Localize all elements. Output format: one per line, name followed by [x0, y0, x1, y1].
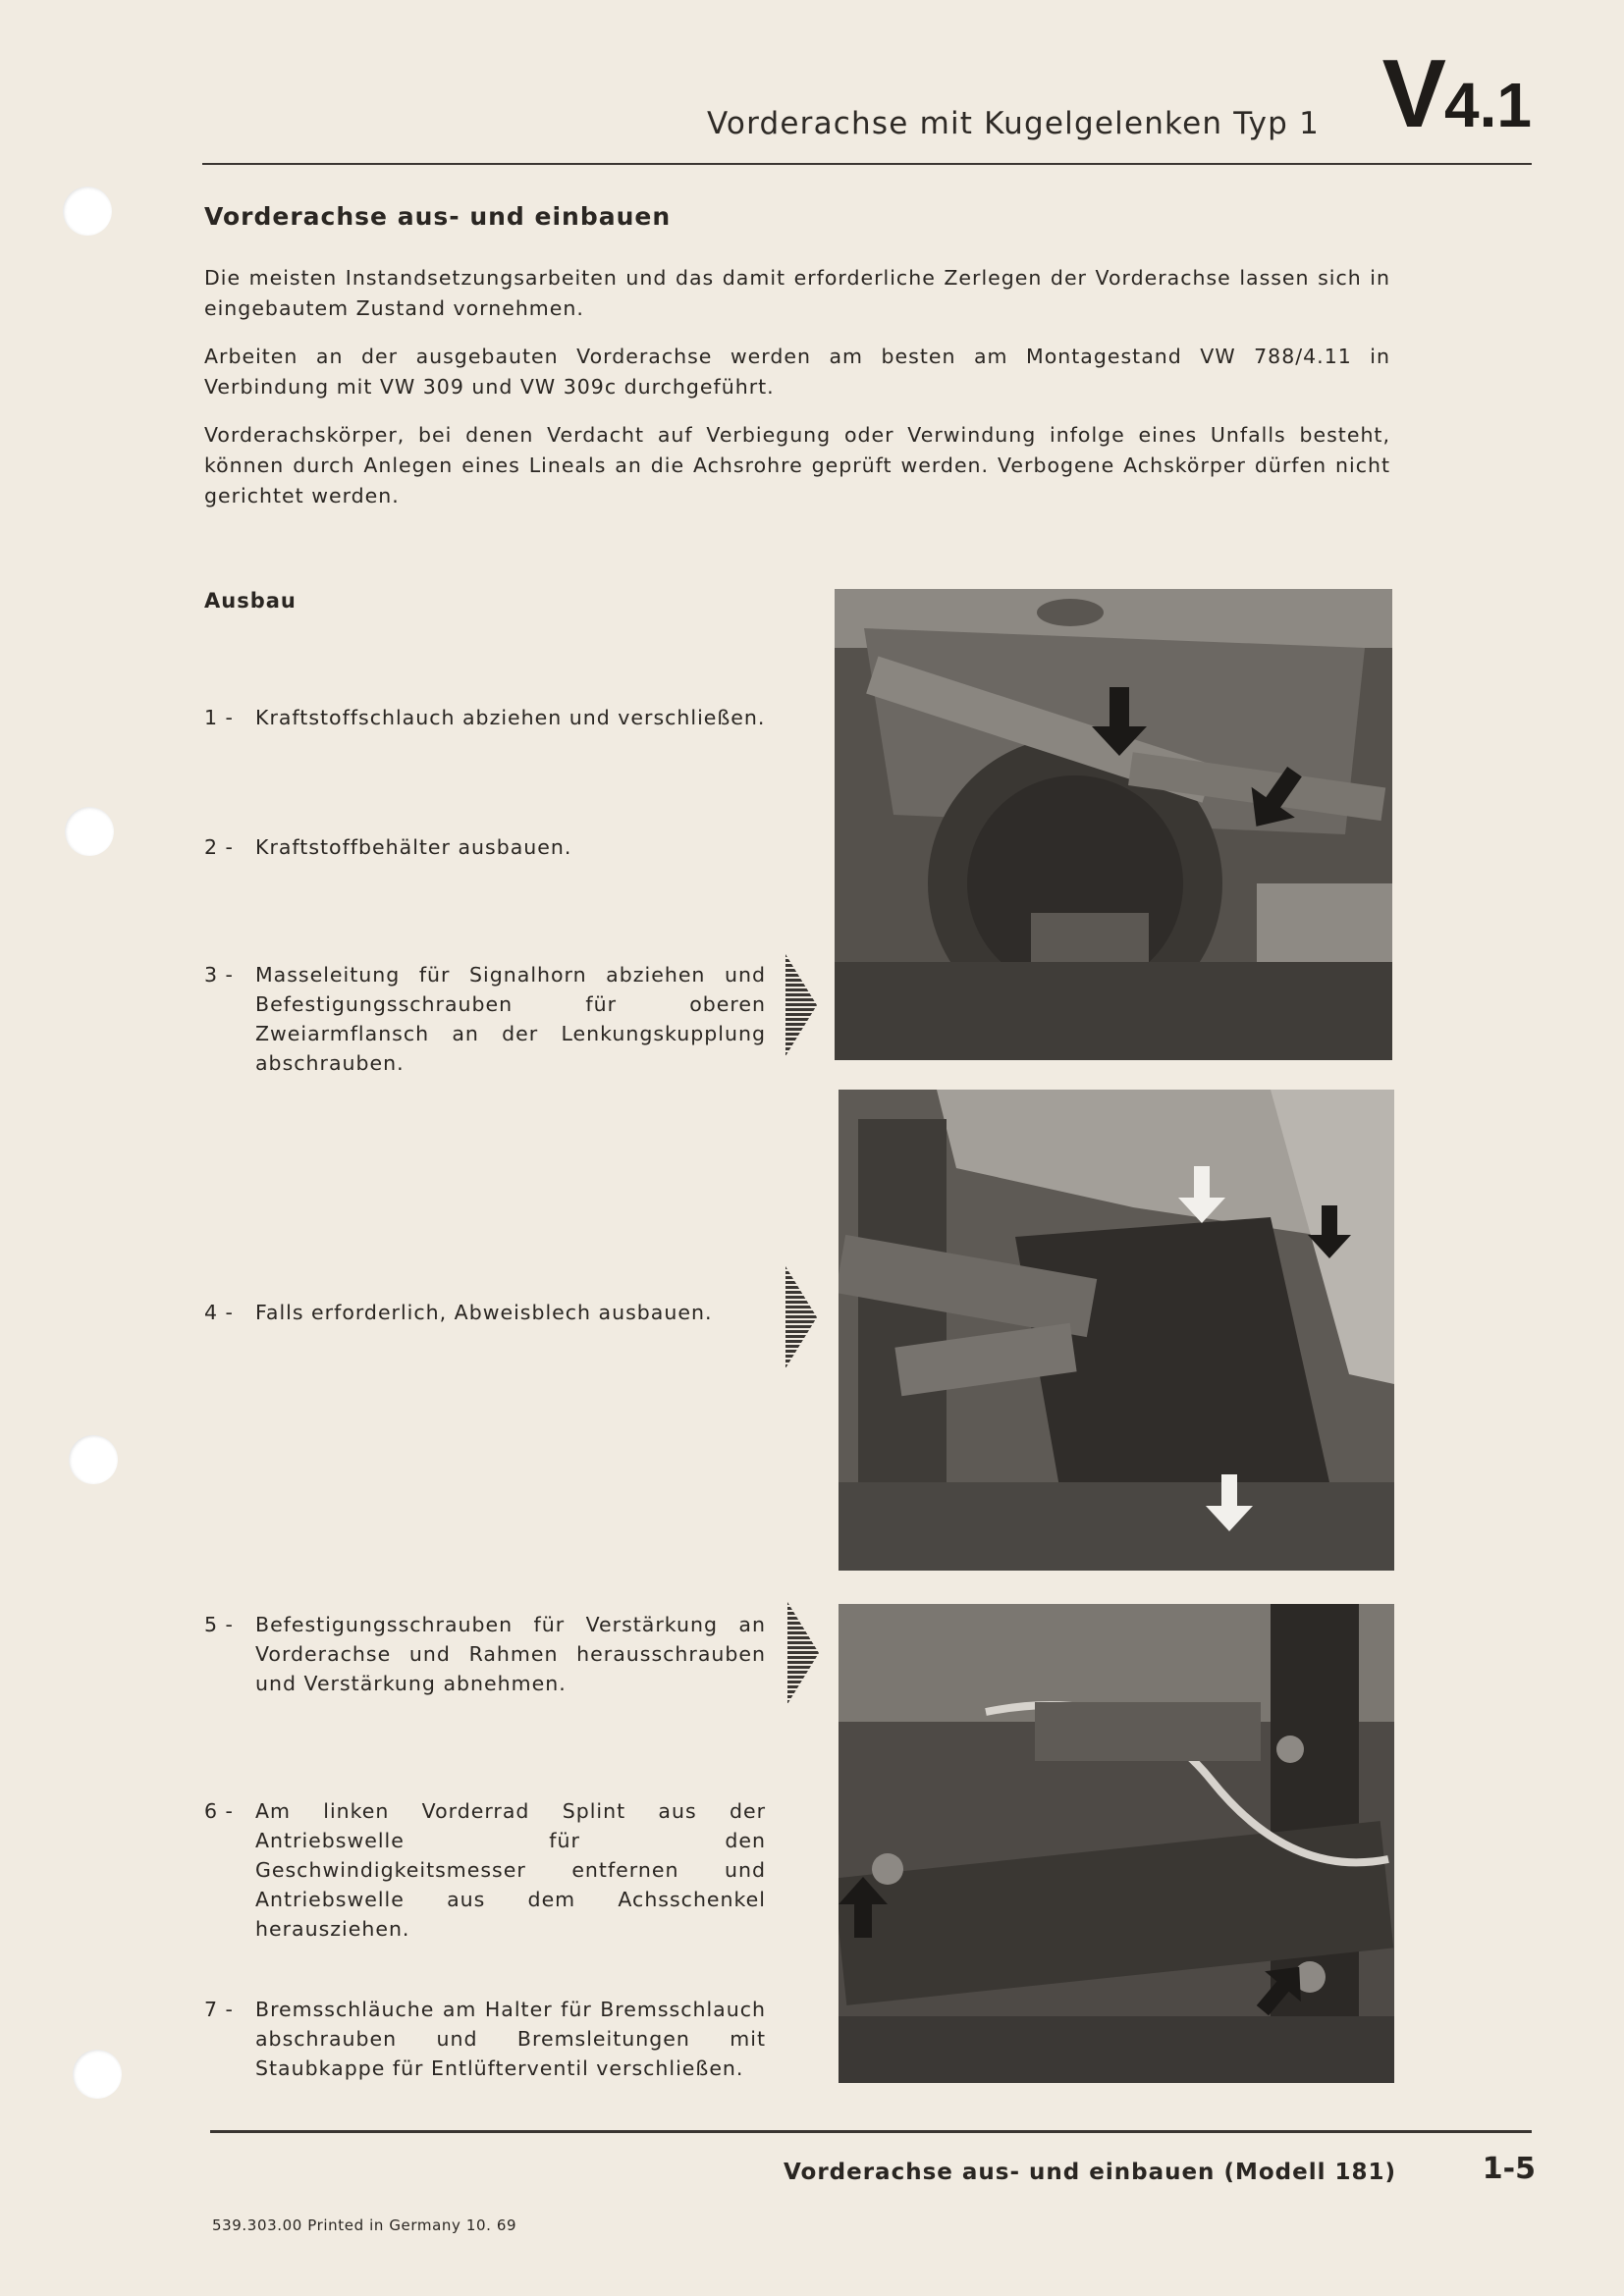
pointer-arrow-icon [785, 1266, 817, 1368]
page-number: 1-5 [1482, 2152, 1536, 2186]
step-text: Falls erforderlich, Abweisblech ausbauen. [255, 1301, 713, 1324]
binder-hole [63, 187, 112, 236]
step-text: Am linken Vorderrad Splint aus der Antriebswelle für den Geschwindigkeitsmesser entfernen und Antriebswelle aus dem Achsschenkel herausziehen. [255, 1799, 766, 1941]
step-text: Masseleitung für Signalhorn abziehen und Befestigungsschrauben für oberen Zweiarmflansch an der Lenkungskupplung abschrauben. [255, 963, 766, 1075]
step-item [204, 1298, 766, 1327]
header-rule [202, 163, 1532, 165]
print-info: 539.303.00 Printed in Germany 10. 69 [212, 2216, 517, 2234]
step-number: 4 - [204, 1301, 234, 1324]
pointer-arrow-icon [787, 1602, 819, 1704]
section-code-main: V [1381, 39, 1445, 147]
step-number: 3 - [204, 963, 234, 987]
photo-reinforcement [839, 1604, 1394, 2083]
step-text: Kraftstoffschlauch abziehen und verschließen. [255, 706, 766, 729]
binder-hole [69, 1435, 118, 1484]
step-number: 5 - [204, 1613, 234, 1636]
step-number: 7 - [204, 1998, 234, 2021]
step-text: Befestigungsschrauben für Verstärkung an Vorderachse und Rahmen herausschrauben und Verstärkung abnehmen. [255, 1613, 766, 1695]
pointer-arrow-icon [785, 954, 817, 1056]
footer-rule [210, 2130, 1532, 2133]
main-heading: Vorderachse aus- und einbauen [204, 202, 672, 231]
step-text: Bremsschläuche am Halter für Bremsschlauch abschrauben und Bremsleitungen mit Staubkappe für Entlüfterventil verschließen. [255, 1998, 766, 2080]
section-code-sub: 4.1 [1444, 70, 1532, 140]
ausbau-heading: Ausbau [204, 589, 297, 613]
intro-paragraph: Vorderachskörper, bei denen Verdacht auf Verbiegung oder Verwindung infolge eines Unfalls besteht, können durch Anlegen eines Lineals an die Achsrohre geprüft werden. Verbogene Achskörper dürfen nicht gerichtet werden. [204, 423, 1390, 507]
photo-deflector-plate [839, 1090, 1394, 1571]
intro-paragraph: Arbeiten an der ausgebauten Vorderachse werden am besten am Montagestand VW 788/4.11 in Verbindung mit VW 309 und VW 309c durchgeführt. [204, 345, 1390, 399]
step-item [204, 1995, 766, 2083]
step-number: 1 - [204, 706, 234, 729]
step-number: 6 - [204, 1799, 234, 1823]
step-item [204, 832, 766, 862]
step-item [204, 1610, 766, 1698]
step-item [204, 1796, 766, 1944]
footer-title: Vorderachse aus- und einbauen (Modell 181) [783, 2160, 1396, 2185]
step-text: Kraftstoffbehälter ausbauen. [255, 835, 572, 859]
section-code [1381, 39, 1532, 147]
binder-hole [73, 2050, 122, 2099]
step-number: 2 - [204, 835, 234, 859]
photo-steering-coupling [835, 589, 1392, 1060]
binder-hole [65, 807, 114, 856]
step-item [204, 703, 766, 732]
header-title: Vorderachse mit Kugelgelenken Typ 1 [706, 106, 1320, 141]
step-item [204, 960, 766, 1078]
intro-paragraph: Die meisten Instandsetzungsarbeiten und das damit erforderliche Zerlegen der Vorderachse lassen sich in eingebautem Zustand vornehmen. [204, 266, 1390, 320]
